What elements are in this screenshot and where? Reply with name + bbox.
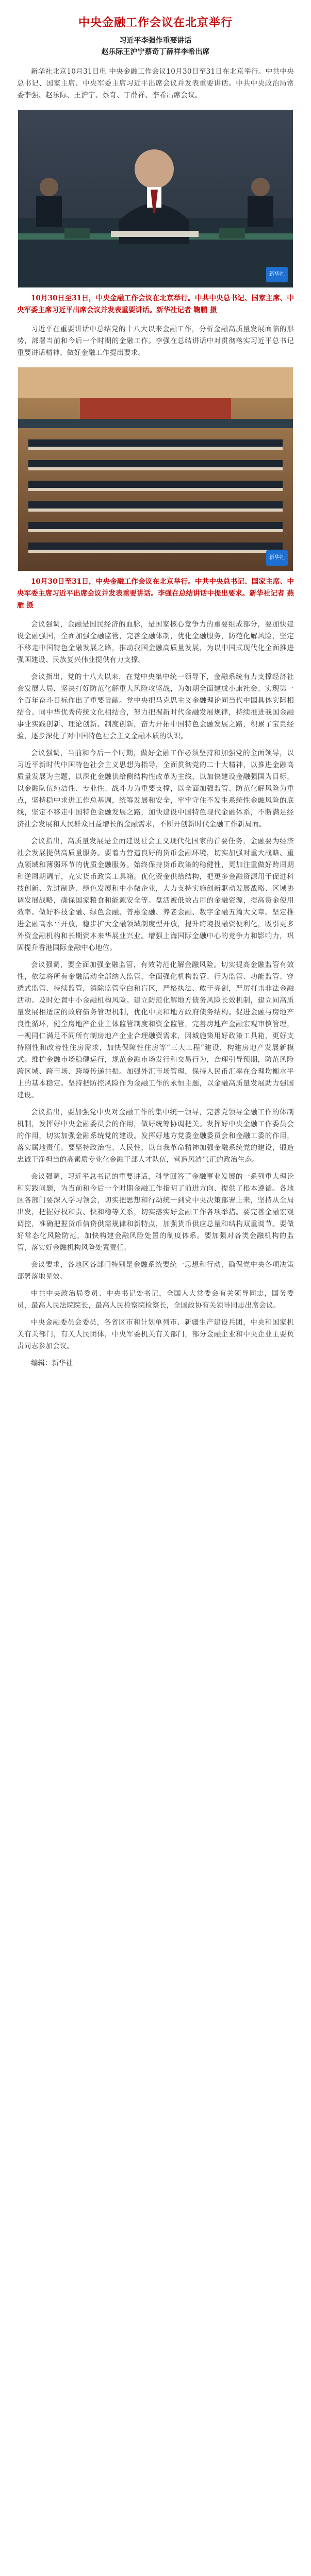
- paragraph-intro: 新华社北京10月31日电 中央金融工作会议10月30日至31日在北京举行。中共中央总书记、国家主席、中央军委主席习近平出席会议并发表重要讲话。中共中央政治局常委李强、赵乐际、王沪宁、蔡奇、丁薛祥、李希出席会议。: [17, 67, 294, 99]
- meeting-photo-1: [18, 110, 293, 287]
- paragraph-summary: 习近平在重要讲话中总结党的十八大以来金融工作，分析金融高质量发展面临的形势，部署当前和今后一个时期的金融工作。李强在总结讲话中对贯彻落实习近平总书记重要讲话精神、做好金融工作提出要求。: [17, 325, 294, 357]
- meeting-photo-2: [18, 367, 293, 571]
- editor-credit: 编辑：新华社: [31, 1359, 73, 1367]
- photo-caption-1: 10月30日至31日，中央金融工作会议在北京举行。中共中央总书记、国家主席、中央军委主席习近平出席会议并发表重要讲话。新华社记者 鞠鹏 摄: [17, 294, 294, 314]
- meeting-photo-2-illustration: [18, 367, 293, 571]
- paragraph-5: 会议强调，当前和今后一个时期，做好金融工作必须坚持和加强党的全面领导，以习近平新时代中国特色社会主义思想为指导，全面贯彻党的二十大精神，以推进金融高质量发展为主题，以深化金融供给侧结构性改革为主线，以加快建设金融强国为目标，以金融队伍纯洁性、专业性、战斗力为重要支撑，以全面加强监管、防范化解风险为重点，坚持稳中求进工作总基调，统筹发展和安全，牢牢守住不发生系统性金融风险的底线，坚定不移走中国特色金融发展之路，加快建设中国特色现代金融体系，不断满足经济社会发展和人民群众日益增长的金融需求，不断开创新时代金融工作新局面。: [17, 749, 294, 828]
- paragraph-8: 会议指出，要加强党中央对金融工作的集中统一领导，完善党领导金融工作的体制机制，发挥好中央金融委员会的作用，做好统筹协调把关。发挥好中央金融工作委员会的作用，切实加强金融系统党的建设。发挥好地方党委金融委员会和金融工委的作用，落实属地责任。要坚持政治性、人民性，以自我革命精神加强金融系统党的建设，锻造忠诚干净担当的高素质专业化金融干部人才队伍，营造风清气正的政治生态。: [17, 1108, 294, 1164]
- article-subtitle-line2: 赵乐际王沪宁蔡奇丁薛祥李希出席: [101, 48, 210, 56]
- paragraph-11: 中共中央政治局委员、中央书记处书记，全国人大常委会有关领导同志，国务委员，最高人民法院院长，最高人民检察院检察长，全国政协有关领导同志出席会议。: [17, 1290, 294, 1310]
- article-title: 中央金融工作会议在北京举行: [78, 16, 233, 29]
- paragraph-6: 会议指出，高质量发展是全面建设社会主义现代化国家的首要任务，金融要为经济社会发展提供高质量服务。要着力营造良好的货币金融环境，切实加强对重大战略、重点领域和薄弱环节的优质金融服务。始终保持货币政策的稳健性，更加注重做好跨周期和逆周期调节，充实货币政策工具箱。优化资金供给结构，把更多金融资源用于促进科技创新、先进制造、绿色发展和中小微企业，大力支持实施创新驱动发展战略、区域协调发展战略，确保国家粮食和能源安全等。盘活被低效占用的金融资源，提高资金使用效率。做好科技金融、绿色金融、普惠金融、养老金融、数字金融五篇大文章。坚定推进金融高水平开放，稳步扩大金融领域制度型开放，提升跨境投融资便利化，吸引更多外资金融机构和长期资本来华展业兴业。增强上海国际金融中心的竞争力和影响力，巩固提升香港国际金融中心地位。: [17, 837, 294, 952]
- paragraph-9: 会议强调，习近平总书记的重要讲话，科学回答了金融事业发展的一系列重大理论和实践问题，为当前和今后一个时期金融工作指明了前进方向、提供了根本遵循。各地区各部门要深入学习领会，切实把思想和行动统一到党中央决策部署上来，坚持从全局出发，把握好权和责、快和稳等关系，切实落实好金融工作各项举措。要完善金融宏观调控，准确把握货币信贷供需规律和新特点，加强货币供应总量和结构双重调节。要做好常态化风险防范，加快构建金融风险处置的制度体系。要加强对各类金融机构的监管，落实好金融机构风险处置责任。: [17, 1173, 294, 1252]
- photo-source-badge: 新华社: [266, 267, 288, 282]
- paragraph-10: 会议要求，各地区各部门特别是金融系统要统一思想和行动，确保党中央各项决策部署落地见效。: [17, 1261, 294, 1281]
- paragraph-4: 会议指出，党的十八大以来，在党中央集中统一领导下，金融系统有力支撑经济社会发展大局，坚决打好防范化解重大风险攻坚战，为如期全面建成小康社会、实现第一个百年奋斗目标作出了重要贡献。党中央把马克思主义金融理论同当代中国具体实际相结合、同中华优秀传统文化相结合，努力把握新时代金融发展规律，持续推进我国金融事业实践创新、理论创新、制度创新，奋力开拓中国特色金融发展之路，积累了宝贵经验，逐步深化了对中国特色社会主义金融本质的认识。: [17, 673, 294, 740]
- photo-caption-2: 10月30日至31日，中央金融工作会议在北京举行。中共中央总书记、国家主席、中央军委主席习近平出席会议并发表重要讲话。李强在总结讲话中提出要求。新华社记者 燕雁 摄: [17, 578, 294, 609]
- paragraph-7: 会议强调，要全面加强金融监管，有效防范化解金融风险。切实提高金融监管有效性，依法将所有金融活动全部纳入监管，全面强化机构监管、行为监管、功能监管、穿透式监管、持续监管，消除监管空白和盲区，严格执法、敢于亮剑，严厉打击非法金融活动。及时处置中小金融机构风险。建立防范化解地方债务风险长效机制，建立同高质量发展相适应的政府债务管理机制，优化中央和地方政府债务结构。促进金融与房地产良性循环，健全房地产企业主体监管制度和资金监管，完善房地产金融宏观审慎管理，一视同仁满足不同所有制房地产企业合理融资需求，因城施策用好政策工具箱，更好支持刚性和改善性住房需求，加快保障性住房等“三大工程”建设，构建房地产发展新模式。维护金融市场稳健运行，规范金融市场发行和交易行为，合理引导预期，防范风险跨区域、跨市场、跨境传递共振。加强外汇市场管理，保持人民币汇率在合理均衡水平上的基本稳定。坚持把防控风险作为金融工作的永恒主题，以金融高质量发展助力强国建设。: [17, 961, 294, 1099]
- photo-source-badge-2: 新华社: [266, 550, 288, 566]
- meeting-photo-1-illustration: [18, 110, 293, 287]
- paragraph-3: 会议强调，金融是国民经济的血脉，是国家核心竞争力的重要组成部分，要加快建设金融强国，全面加强金融监管，完善金融体制，优化金融服务，防范化解风险，坚定不移走中国特色金融发展之路，推动我国金融高质量发展，为以中国式现代化全面推进强国建设、民族复兴伟业提供有力支撑。: [17, 620, 294, 664]
- paragraph-12: 中央金融委员会委员，各省区市和计划单列市、新疆生产建设兵团，中央和国家机关有关部门，有关人民团体，中央军委机关有关部门，部分金融企业和中央企业主要负责同志参加会议。: [17, 1318, 294, 1350]
- article-subtitle-line1: 习近平李强作重要讲话: [119, 37, 192, 45]
